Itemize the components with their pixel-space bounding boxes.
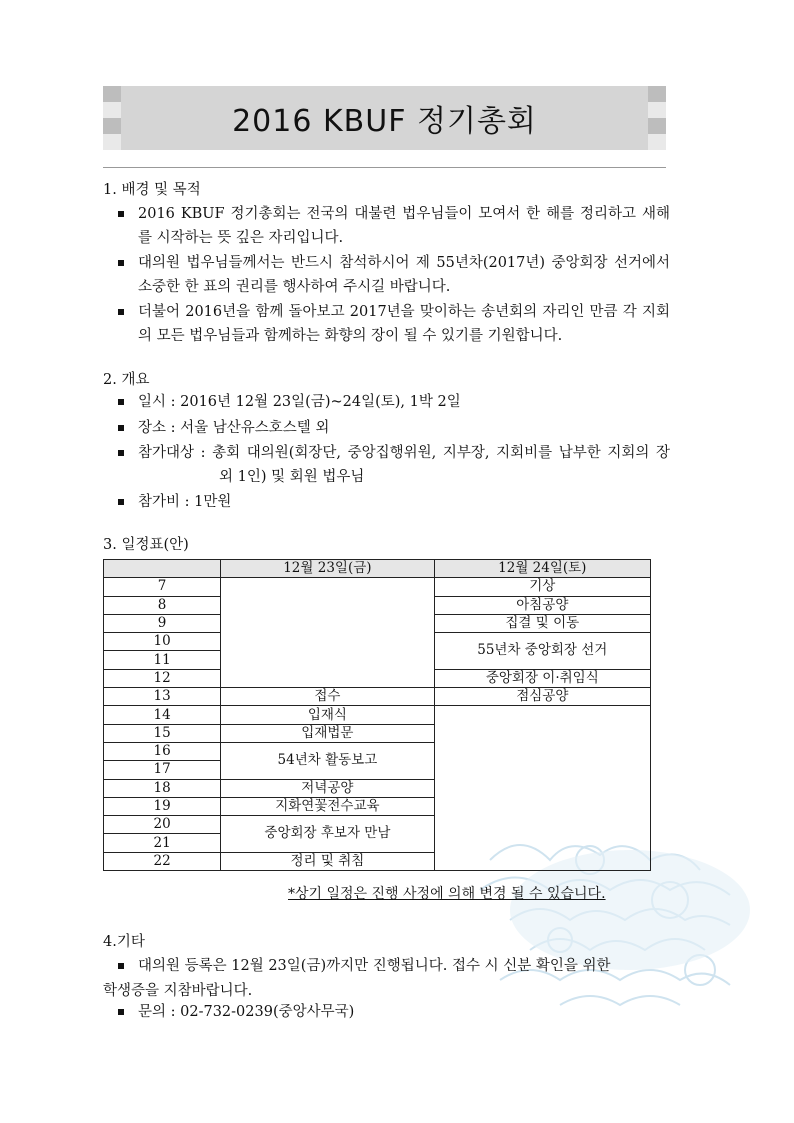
list-item: 대의원 법우님들께서는 반드시 참석하시어 제 55년차(2017년) 중앙회장 선거에서 소중한 한 표의 권리를 행사하여 주시길 바랍니다. <box>118 252 670 299</box>
hour-cell: 7 <box>104 578 221 596</box>
hour-cell: 10 <box>104 633 221 651</box>
list-item: 대의원 등록은 12월 23일(금)까지만 진행됩니다. 접수 시 신분 확인을 위한 <box>118 955 670 979</box>
hour-cell: 17 <box>104 761 221 779</box>
schedule-cell: 아침공양 <box>434 596 650 614</box>
list-item: 참가대상 : 총회 대의원(회장단, 중앙집행위원, 지부장, 지회비를 납부한 지회의 장 외 1인) 및 회원 법우님 <box>118 442 670 489</box>
day1-empty-cell <box>221 578 434 688</box>
hour-cell: 21 <box>104 834 221 852</box>
hour-cell: 14 <box>104 706 221 724</box>
section2-heading: 2. 개요 <box>103 372 150 388</box>
section4-list <box>118 955 670 981</box>
hour-cell: 20 <box>104 816 221 834</box>
section2-list <box>118 391 670 517</box>
page-title: 2016 KBUF 정기총회 <box>232 104 537 139</box>
schedule-cell: 55년차 중앙회장 선거 <box>434 633 650 670</box>
section1-list <box>118 203 670 350</box>
hour-cell: 16 <box>104 742 221 760</box>
schedule-cell: 지화연꽃전수교육 <box>221 797 434 815</box>
schedule-cell: 입재식 <box>221 706 434 724</box>
hour-cell: 12 <box>104 669 221 687</box>
section4-contact-list <box>118 1001 670 1027</box>
schedule-cell: 입재법문 <box>221 724 434 742</box>
schedule-table <box>103 559 651 871</box>
section4-line2: 학생증을 지참바랍니다. <box>103 983 253 999</box>
section4-heading: 4.기타 <box>103 934 145 950</box>
section1-heading: 1. 배경 및 목적 <box>103 182 201 198</box>
list-item: 장소 : 서울 남산유스호스텔 외 <box>118 417 670 441</box>
hour-cell: 19 <box>104 797 221 815</box>
schedule-cell: 중앙회장 후보자 만남 <box>221 816 434 853</box>
title-banner <box>103 86 666 150</box>
hour-cell: 9 <box>104 614 221 632</box>
schedule-cell: 기상 <box>434 578 650 596</box>
list-item: 일시 : 2016년 12월 23일(금)~24일(토), 1박 2일 <box>118 391 670 415</box>
section3-heading: 3. 일정표(안) <box>103 537 189 553</box>
schedule-cell: 접수 <box>221 688 434 706</box>
schedule-cell: 중앙회장 이·취임식 <box>434 669 650 687</box>
day2-empty-cell <box>434 706 650 871</box>
schedule-cell: 점심공양 <box>434 688 650 706</box>
schedule-cell: 정리 및 취침 <box>221 852 434 870</box>
schedule-cell: 54년차 활동보고 <box>221 742 434 779</box>
list-item: 문의 : 02-732-0239(중앙사무국) <box>118 1001 670 1025</box>
hour-cell: 13 <box>104 688 221 706</box>
hour-cell: 18 <box>104 779 221 797</box>
hour-cell: 11 <box>104 651 221 669</box>
list-item: 더불어 2016년을 함께 돌아보고 2017년을 맞이하는 송년회의 자리인 만큼 각 지회의 모든 법우님들과 함께하는 화향의 장이 될 수 있기를 기원합니다. <box>118 301 670 348</box>
hour-cell: 15 <box>104 724 221 742</box>
header-day2: 12월 24일(토) <box>434 560 650 578</box>
schedule-cell: 저녁공양 <box>221 779 434 797</box>
list-item: 참가비 : 1만원 <box>118 491 670 515</box>
hour-cell: 8 <box>104 596 221 614</box>
schedule-note: *상기 일정은 진행 사정에 의해 변경 될 수 있습니다. <box>288 886 606 902</box>
list-item: 2016 KBUF 정기총회는 전국의 대불련 법우님들이 모여서 한 해를 정리하고 새해를 시작하는 뜻 깊은 자리입니다. <box>118 203 670 250</box>
header-day1: 12월 23일(금) <box>221 560 434 578</box>
divider <box>103 167 666 168</box>
hour-cell: 22 <box>104 852 221 870</box>
schedule-cell: 집결 및 이동 <box>434 614 650 632</box>
header-empty <box>104 560 221 578</box>
